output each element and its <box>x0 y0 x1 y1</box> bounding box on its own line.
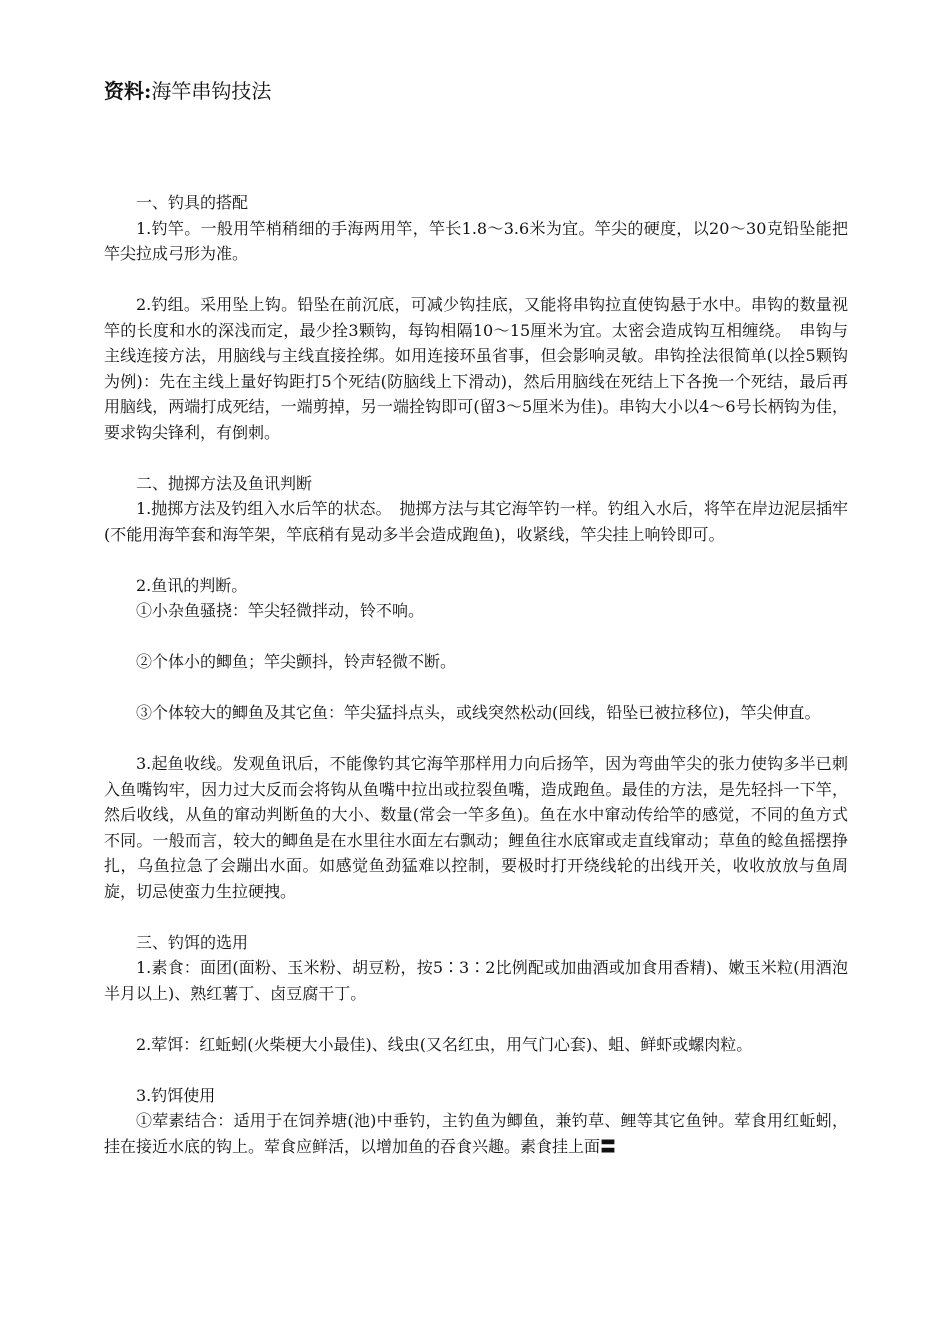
paragraph-bite-small-crucian: ②个体小的鲫鱼；竿尖颤抖，铃声轻微不断。 <box>136 652 457 671</box>
paragraph-bite-small-fish: ①小杂鱼骚挠：竿尖轻微拌动，铃不响。 <box>136 601 425 620</box>
paragraph-bite-judgement: 2.鱼讯的判断。 <box>136 575 248 595</box>
section-heading-bait: 三、钓饵的选用 <box>136 932 249 952</box>
section-heading-casting: 二、抛掷方法及鱼讯判断 <box>136 473 313 493</box>
paragraph-bait-usage: 3.钓饵使用 <box>136 1085 216 1105</box>
paragraph-meat-bait: 2.荤饵：红蚯蚓(火柴梗大小最佳)、线虫(又名红虫，用气门心套)、蛆、鲜虾或螺肉粒。 <box>136 1034 753 1054</box>
paragraph-bite-large-fish: ③个体较大的鲫鱼及其它鱼：竿尖猛抖点头，或线突然松动(回线，铅坠已被拉移位)，竿尖伸直。 <box>136 703 821 722</box>
document-body <box>104 190 848 1159</box>
paragraph-combined-bait: ①荤素结合：适用于在饲养塘(池)中垂钓，主钓鱼为鲫鱼，兼钓草、鲤等其它鱼钟。荤食用红蚯蚓，挂在接近水底的钩上。荤食应鲜活，以增加鱼的吞食兴趣。素食挂上面〓 <box>104 1111 848 1156</box>
paragraph-rod: 1.钓竿。一般用竿梢稍细的手海两用竿，竿长1.8～3.6米为宜。竿尖的硬度，以20～30克铅坠能把竿尖拉成弓形为准。 <box>104 218 848 263</box>
paragraph-vegetable-bait: 1.素食：面团(面粉、玉米粉、胡豆粉，按5∶3∶2比例配或加曲酒或加食用香精)、嫩玉米粒(用酒泡半月以上)、熟红薯丁、卤豆腐干丁。 <box>104 958 848 1003</box>
paragraph-rig: 2.钓组。采用坠上钩。铅坠在前沉底，可减少钩挂底，又能将串钩拉直使钩悬于水中。串钩的数量视竿的长度和水的深浅而定，最少拴3颗钩，每钩相隔10～15厘米为宜。太密会造成钩互相缠绕。 串钩与主线连接方法，用脑线与主线直接拴绑。如用连接环虽省事，但会影响灵敏。串钩拴法很简单(以拴5颗钩为例)：先在主线上量好钩距打5个死结(防脑线上下滑动)，然后用脑线在死结上下各挽一个死结，最后再用脑线，两端打成死结，一端剪掉，另一端拴钩即可(留3～5厘米为佳)。串钩大小以4～6号长柄钩为佳，要求钩尖锋利，有倒刺。 <box>104 295 848 442</box>
title-main: 海竿串钩技法 <box>151 79 272 103</box>
paragraph-casting: 1.抛掷方法及钓组入水后竿的状态。 抛掷方法与其它海竿钓一样。钓组入水后，将竿在岸边泥层插牢(不能用海竿套和海竿架，竿底稍有晃动多半会造成跑鱼)，收紧线，竿尖挂上响铃即可。 <box>104 499 848 544</box>
paragraph-landing: 3.起鱼收线。发观鱼讯后，不能像钓其它海竿那样用力向后扬竿，因为弯曲竿尖的张力使钩多半已刺入鱼嘴钩牢，因力过大反而会将钩从鱼嘴中拉出或拉裂鱼嘴，造成跑鱼。最佳的方法，是先轻抖一下竿，然后收线，从鱼的窜动判断鱼的大小、数量(常会一竿多鱼)。鱼在水中窜动传给竿的感觉，不同的鱼方式不同。一般而言，较大的鲫鱼是在水里往水面左右飘动；鲤鱼往水底窜或走直线窜动；草鱼的鲶鱼摇摆挣扎，乌鱼拉急了会蹦出水面。如感觉鱼劲猛难以控制，要极时打开绕线轮的出线开关，收收放放与鱼周旋，切忌使蛮力生拉硬拽。 <box>104 754 848 901</box>
document-title <box>104 76 271 106</box>
title-prefix: 资料: <box>104 79 152 103</box>
section-heading-tackle: 一、钓具的搭配 <box>136 193 249 212</box>
